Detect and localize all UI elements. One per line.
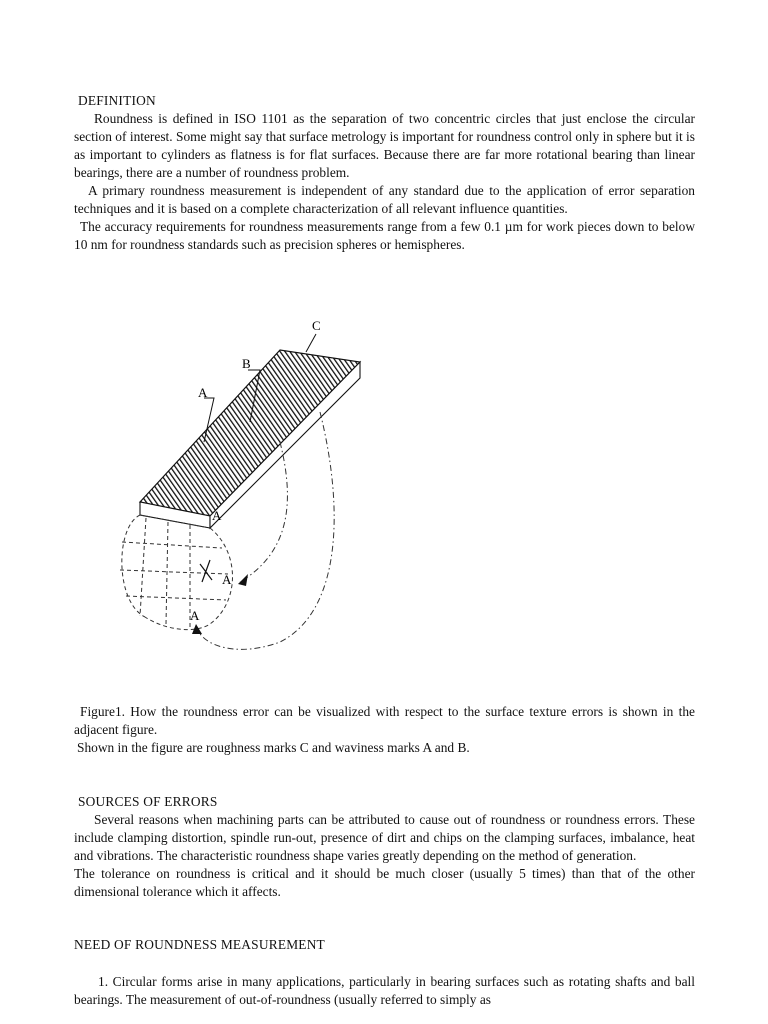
definition-paragraph-1: Roundness is defined in ISO 1101 as the separation of two concentric circles that just enclose the circular section of interest. Some might say that surface metrology is important for roundness control only in sphere but it is as important to cylinders as flatness is for flat surfaces. Because there are far more rotational bearing than linear bearings, there are a number of roundness problem. xyxy=(74,111,695,180)
label-a-mid: A xyxy=(212,508,222,523)
figure-caption-line-1: Figure1. How the roundness error can be visualized with respect to the surface texture errors is shown in the adjacent figure. xyxy=(74,704,695,737)
roundness-diagram xyxy=(110,312,380,657)
sources-heading: SOURCES OF ERRORS xyxy=(78,794,218,809)
definition-heading: DEFINITION xyxy=(78,93,156,108)
sources-paragraph-2: The tolerance on roundness is critical and it should be much closer (usually 5 times) than that of the other dimensional tolerance which it affects. xyxy=(74,866,695,899)
need-heading: NEED OF ROUNDNESS MEASUREMENT xyxy=(74,937,325,952)
definition-paragraph-3: The accuracy requirements for roundness measurements range from a few 0.1 µm for work pieces down to below 10 nm for roundness standards such as precision spheres or hemispheres. xyxy=(74,219,695,252)
roundness-figure xyxy=(110,312,380,657)
figure-caption xyxy=(74,703,695,757)
need-list-item-1: 1. Circular forms arise in many applications, particularly in bearing surfaces such as rotating shafts and ball bearings. The measurement of out-of-roundness (usually referred to simply as xyxy=(74,974,695,1007)
cylinder-outline xyxy=(120,515,233,630)
cross-marker xyxy=(200,560,212,582)
label-a-bottom: A xyxy=(190,608,200,623)
label-b: B xyxy=(242,356,251,371)
label-c: C xyxy=(312,318,321,333)
arrow-head-mid xyxy=(238,574,248,586)
sources-body xyxy=(74,811,695,901)
sources-paragraph-1: Several reasons when machining parts can be attributed to cause out of roundness or roundness errors. These include clamping distortion, spindle run-out, presence of dirt and chips on the clamping surfaces, imbalance, heat and vibrations. The characteristic roundness shape varies greatly depending on the method of generation. xyxy=(74,812,695,863)
label-a-top: A xyxy=(198,385,208,400)
figure-caption-line-2: Shown in the figure are roughness marks C and waviness marks A and B. xyxy=(77,740,470,755)
definition-body xyxy=(74,110,695,254)
definition-paragraph-2: A primary roundness measurement is independent of any standard due to the application of error separation techniques and it is based on a complete characterization of all relevant influence quantities. xyxy=(74,183,695,216)
bar-top-surface xyxy=(140,350,360,516)
label-a-low: A xyxy=(222,572,232,587)
